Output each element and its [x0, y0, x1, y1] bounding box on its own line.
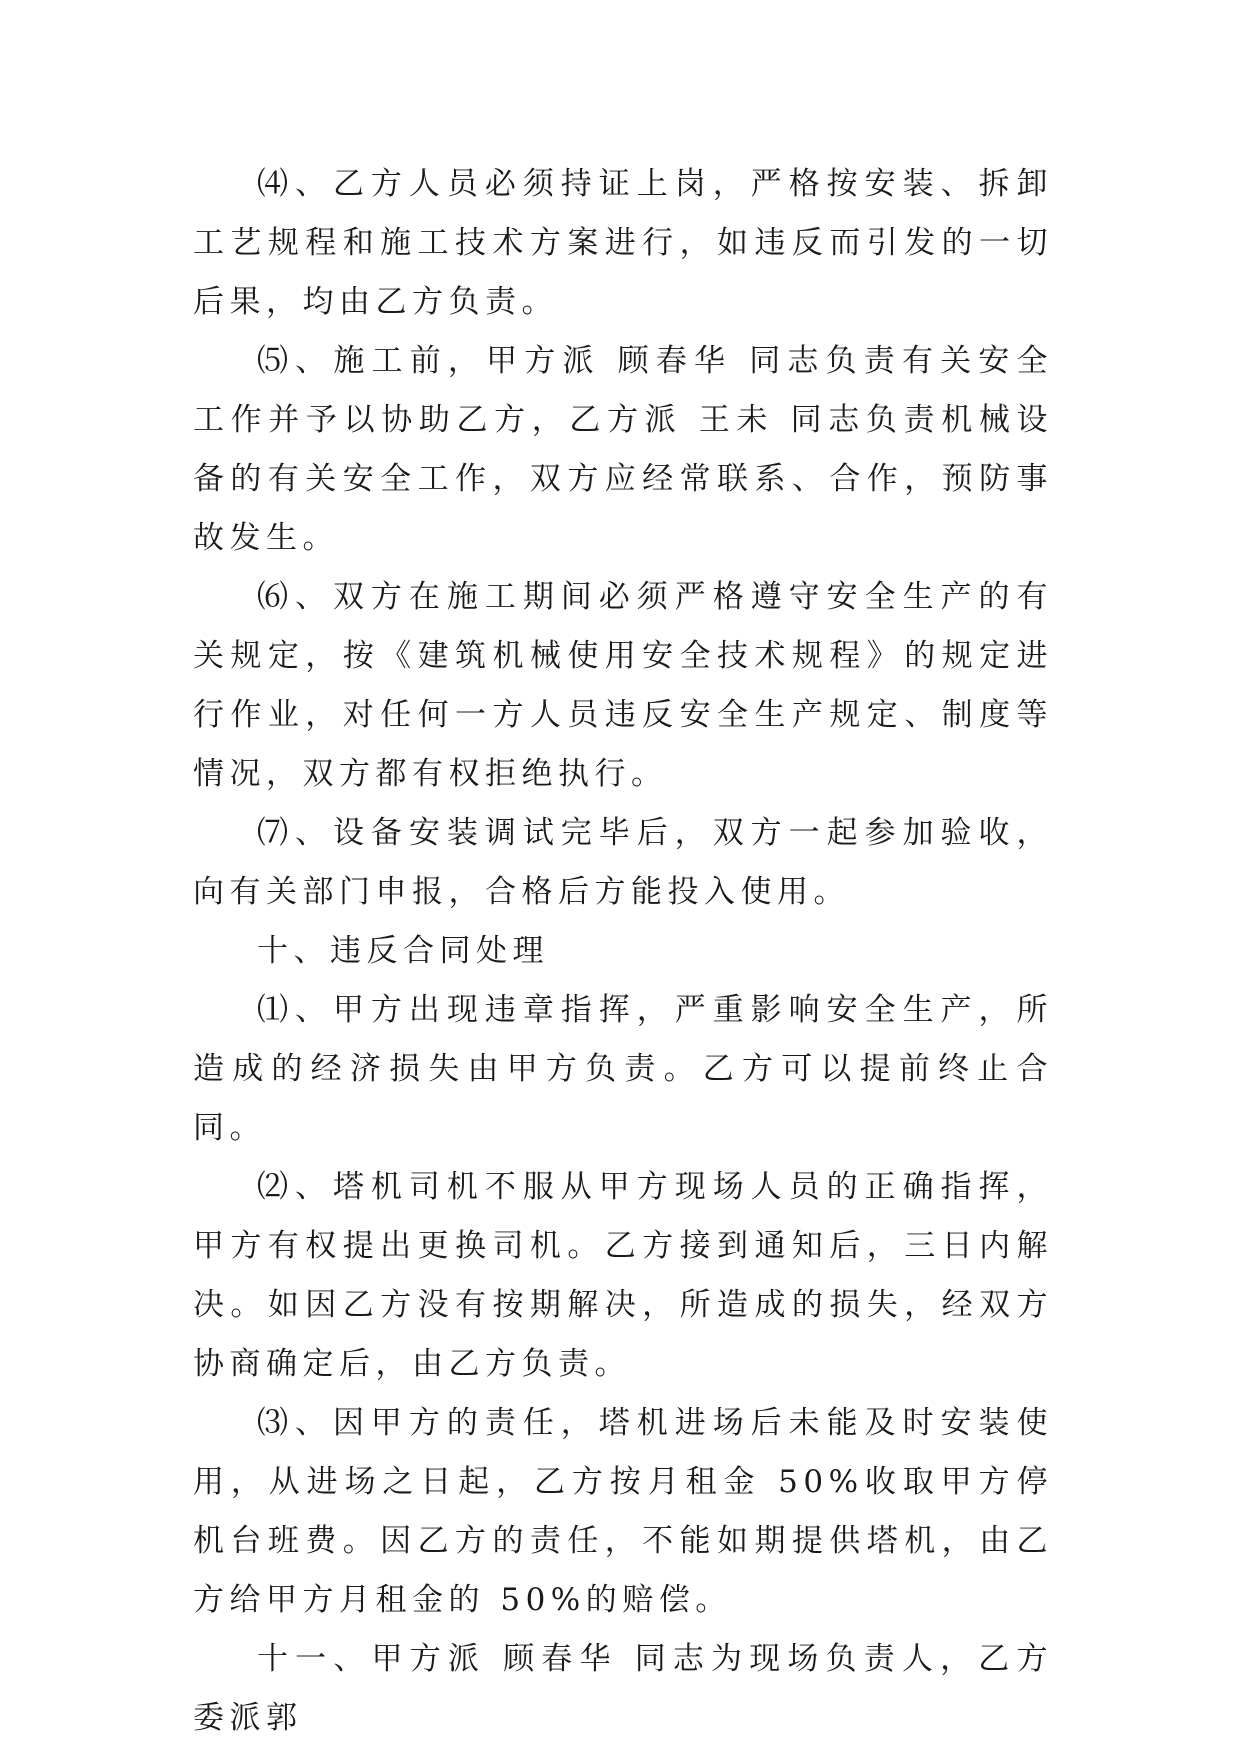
paragraph-clause-7: ⑺、设备安装调试完毕后，双方一起参加验收，向有关部门申报，合格后方能投入使用。	[193, 815, 1053, 910]
paragraph-breach-3: ⑶、因甲方的责任，塔机进场后未能及时安装使用，从进场之日起，乙方按月租金 50%收取甲方停机台班费。因乙方的责任，不能如期提供塔机，由乙方给甲方月租金的 50%的赔偿。	[193, 1405, 1053, 1618]
document-page	[193, 155, 1053, 1748]
paragraph-breach-2: ⑵、塔机司机不服从甲方现场人员的正确指挥，甲方有权提出更换司机。乙方接到通知后，三日内解决。如因乙方没有按期解决，所造成的损失，经双方协商确定后，由乙方负责。	[193, 1169, 1053, 1382]
section-heading-10: 十、违反合同处理	[257, 933, 549, 969]
paragraph-clause-4: ⑷、乙方人员必须持证上岗，严格按安装、拆卸工艺规程和施工技术方案进行，如违反而引发的一切后果，均由乙方负责。	[193, 166, 1053, 320]
paragraph-breach-1: ⑴、甲方出现违章指挥，严重影响安全生产，所造成的经济损失由甲方负责。乙方可以提前终止合同。	[193, 992, 1053, 1146]
paragraph-clause-5: ⑸、施工前，甲方派 顾春华 同志负责有关安全工作并予以协助乙方，乙方派 王未 同志负责机械设备的有关安全工作，双方应经常联系、合作，预防事故发生。	[193, 343, 1053, 556]
paragraph-section-11: 十一、甲方派 顾春华 同志为现场负责人，乙方委派郭	[193, 1641, 1053, 1736]
paragraph-clause-6: ⑹、双方在施工期间必须严格遵守安全生产的有关规定，按《建筑机械使用安全技术规程》的规定进行作业，对任何一方人员违反安全生产规定、制度等情况，双方都有权拒绝执行。	[193, 579, 1053, 792]
